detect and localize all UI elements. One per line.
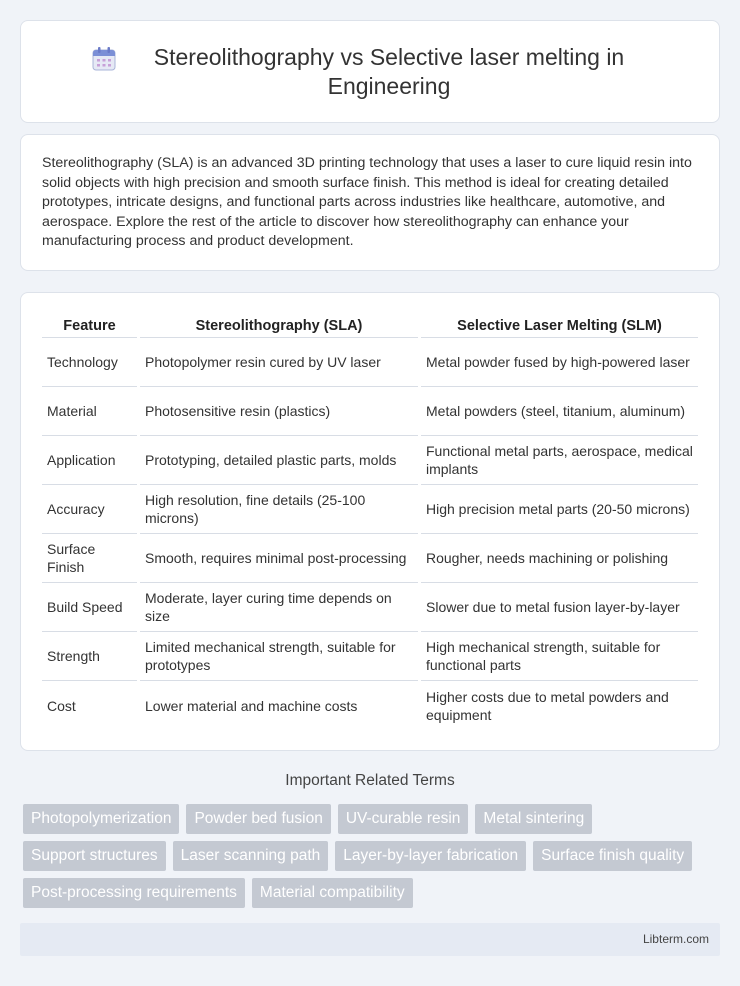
table-row — [42, 681, 698, 730]
related-terms-title: Important Related Terms — [285, 772, 455, 789]
comparison-card — [20, 292, 720, 751]
header-slm: Selective Laser Melting (SLM) — [421, 311, 698, 338]
sla-cell: Moderate, layer curing time depends on size — [140, 583, 418, 632]
term-tag[interactable]: Post-processing requirements — [23, 878, 245, 908]
feature-cell: Surface Finish — [42, 534, 137, 583]
term-tag[interactable]: Photopolymerization — [23, 804, 179, 834]
table-row — [42, 534, 698, 583]
table-header-row — [42, 311, 698, 338]
feature-cell: Cost — [47, 697, 76, 714]
term-row — [23, 804, 723, 834]
slm-cell: High mechanical strength, suitable for functional parts — [421, 632, 698, 681]
slm-cell: Higher costs due to metal powders and equipment — [426, 688, 669, 723]
term-row — [23, 878, 723, 908]
header-feature: Feature — [42, 311, 137, 338]
intro-paragraph: Stereolithography (SLA) is an advanced 3D printing technology that uses a laser to cure liquid resin into solid objects with high precision and smooth surface finish. This method is ideal for creating detailed prototypes, intricate designs, and functional parts across industries like healthcare, automotive, and aerospace. Explore the rest of the article to discover how stereolithography can enhance your manufacturing process and product development. — [42, 155, 692, 250]
footer — [20, 923, 720, 956]
feature-cell: Material — [42, 387, 137, 436]
term-tag[interactable]: Laser scanning path — [173, 841, 329, 871]
sla-cell: Smooth, requires minimal post-processing — [140, 534, 418, 583]
term-tag[interactable]: Metal sintering — [475, 804, 592, 834]
sla-cell: Photosensitive resin (plastics) — [140, 387, 418, 436]
term-tag[interactable]: Material compatibility — [252, 878, 413, 908]
table-row — [42, 485, 698, 534]
table-row — [42, 583, 698, 632]
calendar-icon — [90, 45, 118, 73]
slm-cell: Rougher, needs machining or polishing — [421, 534, 698, 583]
comparison-table — [39, 311, 701, 730]
slm-cell: Functional metal parts, aerospace, medical implants — [421, 436, 698, 485]
term-tag[interactable]: Surface finish quality — [533, 841, 692, 871]
slm-cell: Slower due to metal fusion layer-by-layer — [421, 583, 698, 632]
term-tag[interactable]: UV-curable resin — [338, 804, 469, 834]
sla-cell: Photopolymer resin cured by UV laser — [140, 338, 418, 387]
slm-cell: Metal powder fused by high-powered laser — [421, 338, 698, 387]
term-tag[interactable]: Powder bed fusion — [186, 804, 330, 834]
slm-cell: Metal powders (steel, titanium, aluminum) — [421, 387, 698, 436]
feature-cell: Technology — [42, 338, 137, 387]
term-row — [23, 841, 723, 871]
title-wrap — [90, 43, 650, 101]
footer-site-link[interactable]: Libterm.com — [642, 932, 709, 946]
table-row — [42, 632, 698, 681]
term-tag[interactable]: Support structures — [23, 841, 166, 871]
feature-cell: Accuracy — [42, 485, 137, 534]
page-title: Stereolithography vs Selective laser melting in Engineering — [153, 43, 625, 99]
intro-card — [20, 134, 720, 271]
feature-cell: Build Speed — [42, 583, 137, 632]
related-terms — [23, 804, 723, 915]
sla-cell: High resolution, fine details (25-100 microns) — [140, 485, 418, 534]
table-row — [42, 338, 698, 387]
feature-cell: Application — [42, 436, 137, 485]
sla-cell: Prototyping, detailed plastic parts, molds — [140, 436, 418, 485]
table-row — [42, 387, 698, 436]
sla-cell: Limited mechanical strength, suitable for prototypes — [140, 632, 418, 681]
feature-cell: Strength — [42, 632, 137, 681]
term-tag[interactable]: Layer-by-layer fabrication — [335, 841, 526, 871]
table-row — [42, 436, 698, 485]
slm-cell: High precision metal parts (20-50 microns) — [421, 485, 698, 534]
sla-cell: Lower material and machine costs — [145, 697, 358, 714]
header-sla: Stereolithography (SLA) — [140, 311, 418, 338]
title-card — [20, 20, 720, 123]
